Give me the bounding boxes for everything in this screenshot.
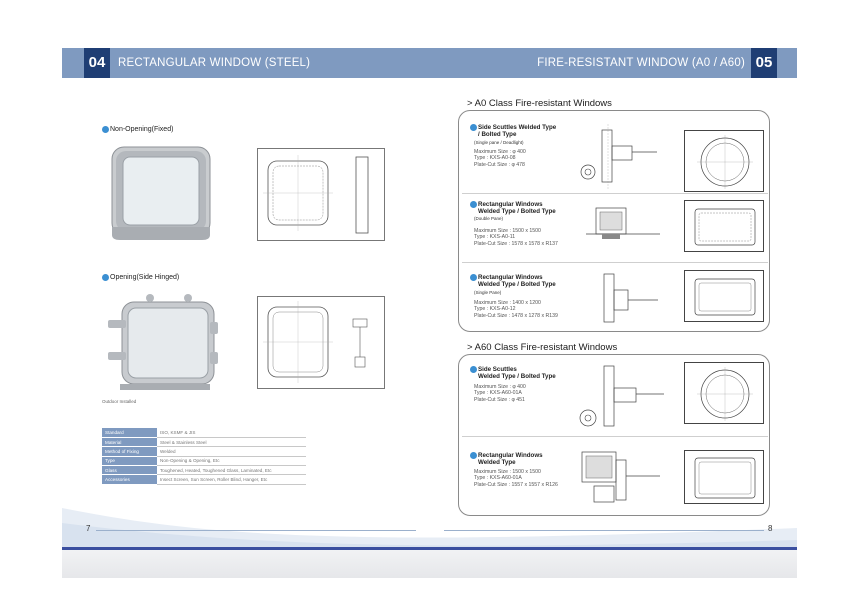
a60-item-2-front-drawing	[684, 450, 764, 504]
a60-item-1-spec-size: Maximum Size : φ 400	[474, 384, 526, 390]
a0-item-3-spec-size: Maximum Size : 1400 x 1200	[474, 300, 541, 306]
brochure-spread	[62, 48, 797, 578]
spec-value: Toughened, Heated, Toughened Glass, Laminated, Etc	[157, 466, 306, 475]
spec-key: Type	[102, 456, 157, 465]
table-row	[102, 475, 306, 484]
a60-item-1-specs	[474, 384, 526, 403]
bullet-icon	[102, 126, 109, 133]
a0-item-3-title	[470, 274, 556, 288]
a0-item-3-title-line1: Rectangular Windows	[478, 274, 543, 281]
a60-item-1-section-drawing	[572, 360, 668, 436]
opening-heading	[102, 274, 179, 281]
a60-item-1-title-line2: Welded Type / Bolted Type	[478, 373, 556, 380]
rect-window-drawing	[685, 451, 765, 505]
non-opening-heading	[102, 126, 173, 133]
bullet-icon	[470, 201, 477, 208]
a0-item-3-sub: (Single Pane)	[474, 290, 502, 295]
a0-item-2-spec-type: Type : KXS-A0-11	[474, 234, 516, 241]
spec-value: Welded	[157, 447, 306, 456]
a0-item-2-sub: (Double Pane)	[474, 216, 504, 221]
a0-item-3-spec-cut: Plate-Cut Size : 1478 x 1278 x R139	[474, 312, 558, 319]
spec-value: Steel & Stainless Steel	[157, 437, 306, 446]
table-row	[102, 447, 306, 456]
a60-item-2-section-drawing	[574, 446, 664, 510]
a0-item-3-title-line2: Welded Type / Bolted Type	[478, 281, 556, 288]
a0-item-1-specs	[474, 149, 526, 168]
hinged-window-photo	[100, 290, 220, 396]
right-footer-rule	[444, 530, 764, 531]
spec-key: Accessories	[102, 475, 157, 484]
a60-item-2-title	[470, 452, 543, 466]
table-row	[102, 456, 306, 465]
left-page-title: RECTANGULAR WINDOW (STEEL)	[118, 57, 311, 69]
a60-row-separator	[462, 436, 768, 437]
left-page-number-badge: 04	[84, 48, 110, 78]
a60-item-2-title-line1: Rectangular Windows	[478, 452, 543, 459]
a0-item-2-specs	[474, 228, 558, 247]
a60-item-2-title-line2: Welded Type	[478, 459, 516, 466]
non-opening-label: Non-Opening(Fixed)	[110, 126, 174, 133]
a0-row-separator	[462, 262, 768, 263]
fixed-window-drawing	[257, 148, 385, 241]
a60-item-2-spec-size: Maximum Size : 1500 x 1500	[474, 469, 541, 475]
a0-item-1-spec-size: Maximum Size : φ 400	[474, 149, 526, 155]
spec-value: Non-Opening & Opening, Etc	[157, 456, 306, 465]
a0-item-3-spec-type: Type : KXS-A0-12	[474, 306, 516, 313]
hinged-window-drawing-lines	[258, 297, 386, 390]
a0-item-1-section-drawing	[572, 122, 662, 192]
a0-item-3-specs	[474, 300, 558, 319]
a0-item-2-spec-size: Maximum Size : 1500 x 1500	[474, 228, 541, 234]
a60-item-2-specs	[474, 469, 558, 488]
left-page-footer-number: 7	[86, 524, 91, 533]
left-footer-rule	[96, 530, 416, 531]
a60-item-2-spec-cut: Plate-Cut Size : 1557 x 1557 x R126	[474, 481, 558, 488]
a0-item-1-front-drawing	[684, 130, 764, 192]
a0-item-3-front-drawing	[684, 270, 764, 322]
a0-item-1-title	[470, 124, 556, 138]
bullet-icon	[470, 124, 477, 131]
a0-item-1-title-line2: / Bolted Type	[478, 131, 517, 138]
a0-item-2-title	[470, 201, 556, 215]
a0-item-2-front-drawing	[684, 200, 764, 252]
opening-label: Opening(Side Hinged)	[110, 274, 180, 281]
a0-item-2-title-line1: Rectangular Windows	[478, 201, 543, 208]
rect-window-drawing	[685, 201, 765, 253]
porthole-drawing	[685, 363, 765, 425]
a0-item-1-title-line1: Side Scuttles Welded Type	[478, 124, 557, 131]
a60-item-1-front-drawing	[684, 362, 764, 424]
table-row	[102, 466, 306, 475]
a60-item-1-title-line1: Side Scuttles	[478, 366, 517, 373]
a60-item-1-spec-cut: Plate-Cut Size : φ 451	[474, 396, 525, 403]
a0-row-separator	[462, 193, 768, 194]
a0-item-2-spec-cut: Plate-Cut Size : 1578 x 1578 x R137	[474, 240, 558, 247]
table-row	[102, 437, 306, 446]
spec-key: Glass	[102, 466, 157, 475]
bullet-icon	[470, 366, 477, 373]
hinged-window-drawing	[257, 296, 385, 389]
bottom-fade	[62, 550, 797, 578]
photo-caption: Outdoor Installed	[102, 399, 137, 404]
bullet-icon	[102, 274, 109, 281]
porthole-drawing	[685, 131, 765, 193]
spec-value: Insect Screen, Sun Screen, Roller Blind, Hanger, Etc	[157, 475, 306, 484]
rect-window-drawing	[685, 271, 765, 323]
right-page-title: FIRE-RESISTANT WINDOW (A0 / A60)	[537, 57, 745, 69]
a0-heading: > A0 Class Fire-resistant Windows	[462, 98, 617, 109]
right-page-number-badge: 05	[751, 48, 777, 78]
spec-key: Method of Fixing	[102, 447, 157, 456]
bullet-icon	[470, 452, 477, 459]
fixed-window-drawing-lines	[258, 149, 386, 242]
a60-item-2-spec-type: Type : KXS-A60-01A	[474, 475, 522, 482]
bullet-icon	[470, 274, 477, 281]
a60-item-1-spec-type: Type : KXS-A60-01A	[474, 390, 522, 397]
a0-item-2-section-drawing	[582, 198, 662, 258]
a0-item-1-spec-type: Type : KXS-A0-08	[474, 155, 516, 162]
spec-table	[102, 428, 306, 485]
a0-item-1-spec-cut: Plate-Cut Size : φ 478	[474, 161, 525, 168]
a60-item-1-title	[470, 366, 556, 380]
a0-item-2-title-line2: Welded Type / Bolted Type	[478, 208, 556, 215]
spec-key: Material	[102, 437, 157, 446]
table-row	[102, 428, 306, 437]
a0-item-1-sub: (Single pane / Deadlight)	[474, 140, 524, 145]
a0-item-3-section-drawing	[582, 270, 662, 326]
header-band	[62, 48, 797, 78]
fixed-window-photo	[106, 143, 216, 243]
a60-heading: > A60 Class Fire-resistant Windows	[462, 342, 622, 353]
spec-key: Standard	[102, 428, 157, 437]
right-page-footer-number: 8	[768, 524, 773, 533]
spec-value: ISO, KSMF & JIS	[157, 428, 306, 437]
